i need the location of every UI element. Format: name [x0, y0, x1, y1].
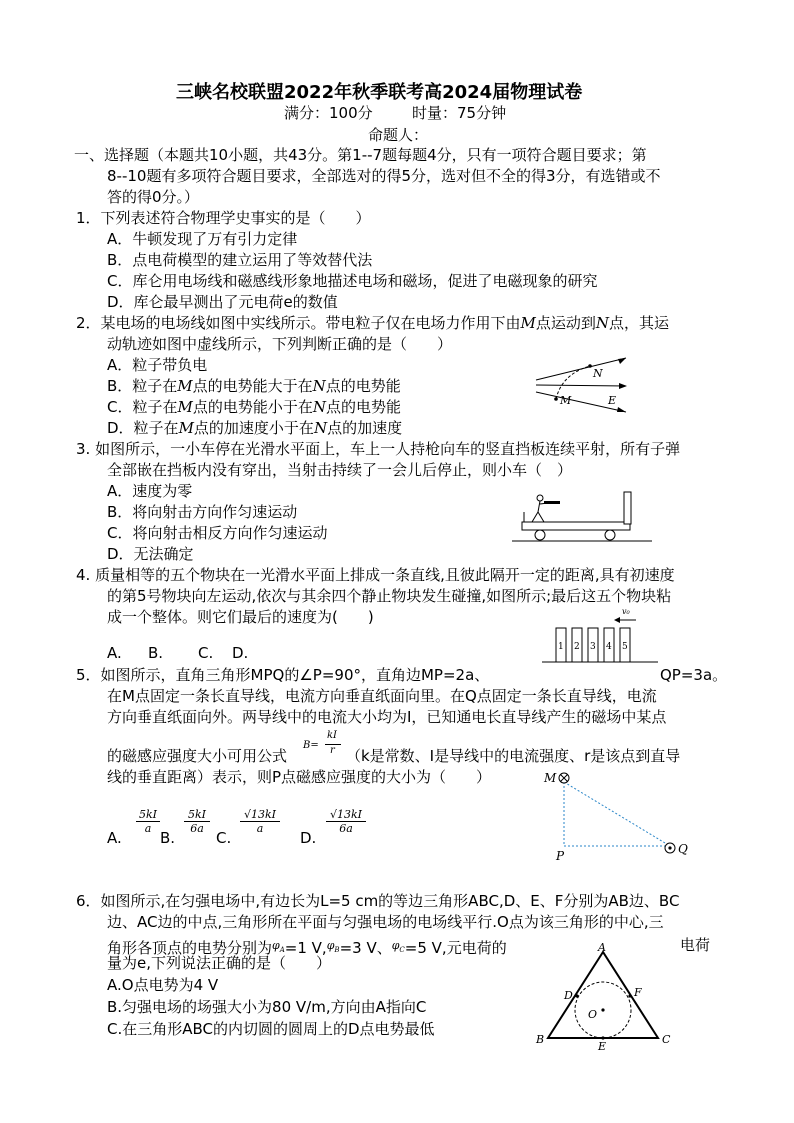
- q2-d-part3: 点的加速度: [327, 419, 403, 437]
- q5-stem-line4a: 的磁感应强度大小可用公式: [107, 747, 288, 765]
- q2-option-b: [107, 375, 401, 396]
- q3-option-a: A．速度为零: [107, 482, 193, 500]
- q6-option-c: C.在三角形ABC的内切圆的圆周上的D点电势最低: [107, 1020, 435, 1038]
- q5-d-num: √13kI: [329, 808, 363, 821]
- q2-stem-part3: 点，其运: [609, 314, 670, 332]
- center-o-dot: [601, 1008, 604, 1011]
- q5-b-num: 5kI: [187, 808, 206, 821]
- q2-stem-part2: 点运动到: [535, 314, 596, 332]
- q2-d-part1: D．粒子在: [107, 419, 179, 437]
- q6-stem-line3-end: 电荷: [680, 936, 711, 954]
- block-1-label: 1: [558, 642, 564, 652]
- wire-into-page-icon: [559, 773, 569, 783]
- phi-a-symbol: φA: [272, 939, 285, 955]
- q1-option-b: B．点电荷模型的建立运用了等效替代法: [107, 251, 373, 269]
- field-line-middle: [536, 385, 626, 386]
- block-2: [572, 628, 582, 662]
- phi-c-symbol: φC: [391, 939, 405, 955]
- block-1: [556, 628, 566, 662]
- q5-a-num: 5kI: [138, 808, 157, 821]
- wire-out-of-page-icon: [665, 843, 675, 853]
- q4-blocks-figure: [540, 604, 660, 666]
- q1-option-a: A．牛顿发现了万有引力定律: [107, 230, 298, 248]
- block-3: [588, 628, 598, 662]
- q6-l3-part2: =1 V,: [284, 939, 327, 957]
- fig-label-e: E: [608, 394, 617, 407]
- q2-stem-line2: 动轨迹如图中虚线所示，下列判断正确的是（ ）: [107, 335, 453, 353]
- fig-label-n: N: [593, 367, 603, 380]
- q6-stem-line2: 边、AC边的中点,三角形所在平面与匀强电场的电场线平行.O点为该三角形的中心,三: [107, 913, 664, 931]
- fig-label-b: B: [536, 1033, 545, 1046]
- q5-b-den: 6a: [190, 822, 204, 835]
- q6-option-b: B.匀强电场的场强大小为80 V/m,方向由A指向C: [107, 998, 427, 1016]
- block-4-label: 4: [606, 642, 612, 652]
- q4-stem-line3: 成一个整体。则它们最后的速度为( ): [107, 608, 374, 626]
- q3-option-b: B．将向射击方向作匀速运动: [107, 503, 298, 521]
- phi-b-symbol: φB: [326, 939, 340, 955]
- q5-option-c-fraction: [240, 808, 280, 835]
- point-n-dot: [588, 364, 592, 368]
- q5-option-b: B.: [160, 829, 176, 847]
- q2-stem-part1: 2．某电场的电场线如图中实线所示。带电粒子仅在电场力作用下由: [76, 314, 521, 332]
- q2-d-n: N: [313, 419, 328, 437]
- q5-formula-lhs: B=: [303, 740, 319, 751]
- fig-label-c: C: [662, 1033, 671, 1046]
- block-5: [620, 628, 630, 662]
- q5-formula-den: r: [330, 745, 335, 756]
- fig-label-q: Q: [678, 842, 688, 856]
- q5-option-c: C.: [216, 829, 232, 847]
- q3-stem-line2: 全部嵌在挡板内没有穿出，当射击持续了一会儿后停止，则小车（ ）: [107, 461, 573, 479]
- q5-option-a: A.: [107, 829, 122, 847]
- field-line-upper-arrow: [618, 358, 626, 364]
- q5-option-a-fraction: [136, 808, 160, 835]
- q2-c-part1: C．粒子在: [107, 398, 178, 416]
- section-heading-line2: 8--10题有多项符合题目要求，全部选对的得5分，选对但不全的得3分，有选错或不: [107, 167, 661, 185]
- cart-wheel-left: [535, 530, 545, 540]
- q6-l3-part1: 角形各顶点的电势分别为: [107, 939, 273, 957]
- shooter-leg-right: [538, 512, 544, 522]
- cart-baffle: [624, 492, 631, 524]
- author-line: 命题人：: [368, 126, 429, 144]
- fig-label-e: E: [598, 1040, 607, 1052]
- block-4: [604, 628, 614, 662]
- side-mq: [564, 782, 670, 846]
- gun: [544, 501, 560, 504]
- fig-label-f: F: [634, 986, 642, 999]
- q4-stem-line2: 的第5号物块向左运动,依次与其余四个静止物块发生碰撞,如图所示;最后这五个物块粘: [107, 587, 672, 605]
- q2-b-n: N: [312, 377, 326, 395]
- field-line-middle-arrow: [619, 383, 627, 389]
- exam-title: 三峡名校联盟2022年秋季联考高2024届物理试卷: [176, 82, 583, 103]
- q2-c-m: M: [177, 398, 193, 416]
- q4-stem-line1: 4. 质量相等的五个物块在一光滑水平面上排成一条直线,且彼此隔开一定的距离,具有初速度: [76, 566, 675, 584]
- time-limit: 时量：75分钟: [412, 104, 507, 122]
- q2-option-c: [107, 396, 401, 417]
- fig-label-m: M: [544, 771, 557, 785]
- q4-option-d: D.: [232, 644, 249, 662]
- q5-stem-line2: 在M点固定一条长直导线，电流方向垂直纸面向里。在Q点固定一条长直导线，电流: [107, 687, 657, 705]
- section-heading-line1: 一、选择题（本题共10小题，共43分。第1--7题每题4分，只有一项符合题目要求；第: [74, 146, 647, 164]
- q5-stem-line5: 线的垂直距离）表示，则P点磁感应强度的大小为（ ）: [107, 768, 492, 786]
- q2-b-part1: B．粒子在: [107, 377, 178, 395]
- q6-stem-line4: 量为e,下列说法正确的是（ ）: [107, 954, 331, 972]
- shooter-leg-left: [532, 512, 538, 522]
- q5-stem-line1a: 5．如图所示，直角三角形MPQ的∠P=90°，直角边MP=2a、: [76, 666, 490, 684]
- q5-c-den: a: [256, 822, 264, 835]
- point-m-dot: [554, 397, 558, 401]
- fig-label-a: A: [598, 942, 606, 954]
- q2-c-part3: 点的电势能: [325, 398, 401, 416]
- shooter-head: [537, 495, 543, 501]
- block-5-label: 5: [622, 642, 628, 652]
- q1-option-d: D．库仑最早测出了元电荷e的数值: [107, 293, 338, 311]
- q5-option-b-fraction: [184, 808, 210, 835]
- q2-symbol-m: M: [520, 314, 536, 332]
- q6-stem-line1: 6．如图所示,在匀强电场中,有边长为L=5 cm的等边三角形ABC,D、E、F分别为AB边、BC: [76, 892, 680, 910]
- fig-label-o: O: [588, 1008, 598, 1021]
- q1-option-c: C．库仑用电场线和磁感线形象地描述电场和磁场，促进了电磁现象的研究: [107, 272, 598, 290]
- q3-option-c: C．将向射击相反方向作匀速运动: [107, 524, 328, 542]
- q2-field-figure: [526, 352, 636, 414]
- q6-option-a: A.O点电势为4 V: [107, 976, 219, 994]
- q4-option-a: A.: [107, 644, 122, 662]
- q5-option-d-fraction: [326, 808, 366, 835]
- point-f-dot: [628, 994, 631, 997]
- section-heading-line3: 答的得0分。）: [107, 188, 200, 206]
- q4-option-b: B.: [148, 644, 164, 662]
- cart-platform: [522, 522, 630, 530]
- q1-stem: 1．下列表述符合物理学史事实的是（ ）: [76, 209, 371, 227]
- field-line-lower-arrow: [617, 407, 626, 412]
- fig-label-d: D: [564, 989, 573, 1002]
- q5-stem-line4b: （k是常数、I是导线中的电流强度、r是该点到直导: [346, 747, 681, 765]
- q2-d-m: M: [178, 419, 194, 437]
- cart-wheel-right: [605, 530, 615, 540]
- q5-option-d: D.: [300, 829, 317, 847]
- q6-l3-part4: =5 V,元电荷的: [404, 939, 507, 957]
- shooter-body: [538, 501, 540, 512]
- velocity-label: v₀: [622, 607, 630, 616]
- block-2-label: 2: [574, 642, 580, 652]
- q3-cart-figure: [512, 484, 652, 546]
- block-3-label: 3: [590, 642, 596, 652]
- q5-a-den: a: [144, 822, 152, 835]
- full-score: 满分：100分: [284, 104, 373, 122]
- velocity-arrowhead: [614, 617, 620, 623]
- q5-formula-num: kI: [327, 730, 338, 741]
- q2-c-part2: 点的电势能小于在: [192, 398, 313, 416]
- q5-stem-line1b: QP=3a。: [660, 666, 728, 684]
- q2-symbol-n: N: [595, 314, 610, 332]
- q4-option-c: C.: [198, 644, 214, 662]
- point-d-dot: [575, 994, 578, 997]
- q3-stem-line1: 3. 如图所示，一小车停在光滑水平面上，车上一人持枪向车的竖直挡板连续平射，所有子弹: [76, 440, 681, 458]
- q3-option-d: D．无法确定: [107, 545, 194, 563]
- q5-stem-line3: 方向垂直纸面向外。两导线中的电流大小均为I，已知通电长直导线产生的磁场中某点: [107, 708, 667, 726]
- q5-d-den: 6a: [339, 822, 353, 835]
- q2-option-a: A．粒子带负电: [107, 356, 208, 374]
- q2-stem-line1: [76, 312, 669, 333]
- q2-c-n: N: [312, 398, 326, 416]
- q2-b-part3: 点的电势能: [325, 377, 401, 395]
- q2-b-m: M: [177, 377, 193, 395]
- q2-option-d: [107, 417, 402, 438]
- q2-b-part2: 点的电势能大于在: [192, 377, 313, 395]
- q5-triangle-figure: [540, 766, 700, 862]
- q5-c-num: √13kI: [243, 808, 277, 821]
- fig-label-m: M: [560, 394, 572, 407]
- q2-d-part2: 点的加速度小于在: [193, 419, 314, 437]
- q6-triangle-figure: [534, 942, 678, 1052]
- q6-l3-part3: =3 V、: [339, 939, 392, 957]
- fig-label-p: P: [556, 849, 565, 862]
